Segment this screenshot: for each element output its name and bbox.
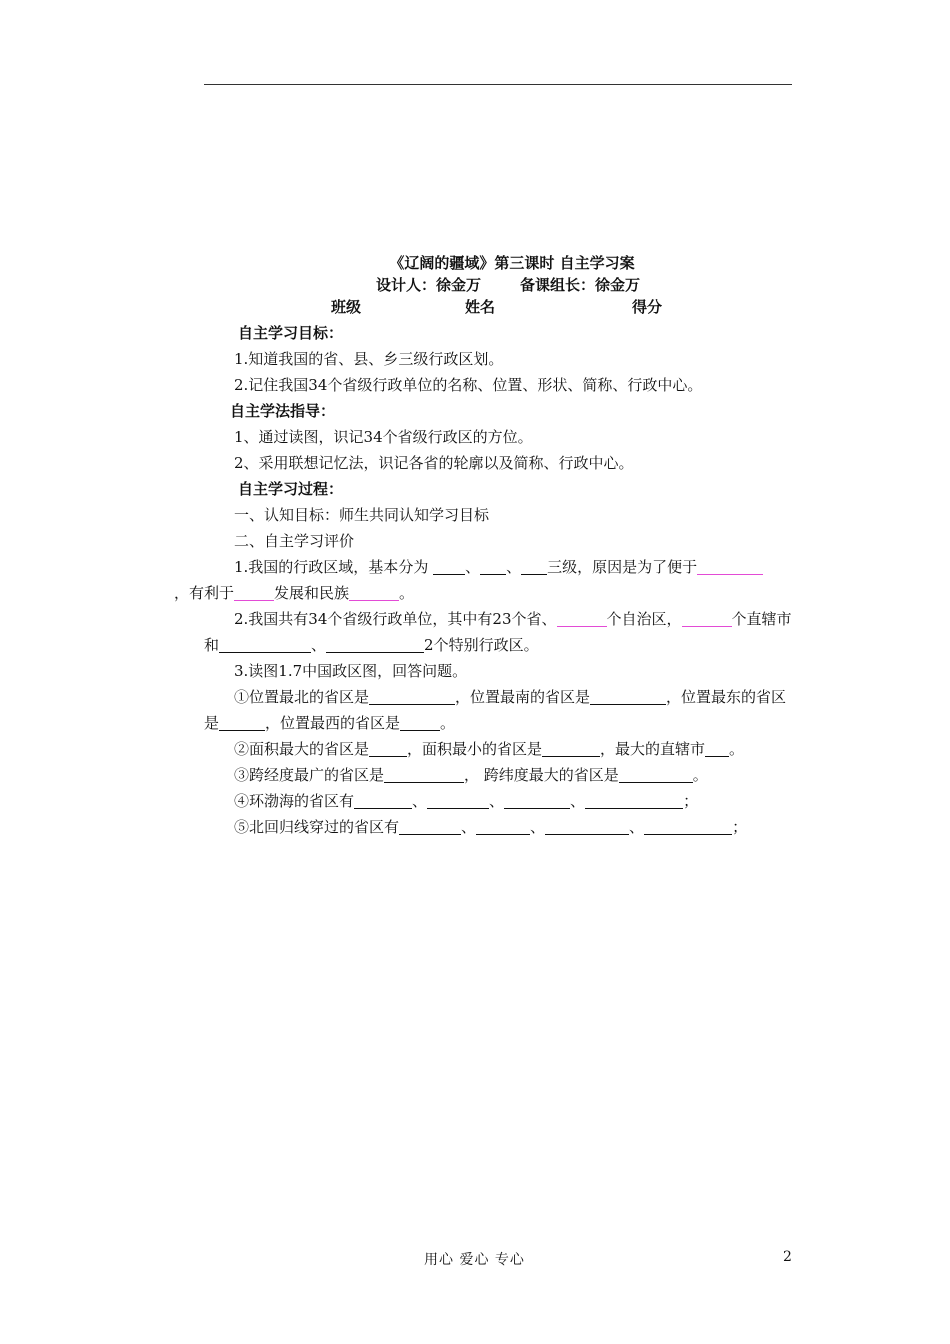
question-1: 1.我国的行政区域，基本分为 、 、 三级，原因是为了便于 ，有利于 发展和民族 。	[204, 554, 796, 606]
answer-blank[interactable]	[354, 792, 412, 809]
document-title: 《辽阔的疆域》第三课时 自主学习案	[389, 254, 635, 272]
process-heading: 自主学习过程：	[238, 480, 344, 498]
name-label: 姓名	[465, 298, 496, 316]
question-3-sub-4: ④环渤海的省区有 、 、 、 ；	[234, 792, 699, 810]
answer-blank[interactable]	[521, 558, 547, 575]
designer-label: 设计人：徐金万	[376, 276, 482, 294]
answer-blank[interactable]	[504, 792, 570, 809]
header-rule	[204, 84, 792, 85]
goal-item: 1.知道我国的省、县、乡三级行政区划。	[234, 350, 504, 368]
answer-blank[interactable]	[705, 740, 729, 757]
question-3-intro: 3.读图1.7中国政区图，回答问题。	[234, 662, 468, 680]
answer-blank[interactable]	[326, 636, 424, 653]
goals-heading: 自主学习目标：	[238, 324, 344, 342]
answer-blank[interactable]	[433, 558, 465, 575]
answer-blank[interactable]	[400, 714, 440, 731]
score-label: 得分	[632, 298, 663, 316]
student-info-line	[204, 296, 796, 318]
answer-blank[interactable]	[557, 610, 607, 627]
answer-blank[interactable]	[219, 714, 265, 731]
group-leader-label: 备课组长：徐金万	[520, 276, 641, 294]
process-step: 一、认知目标：师生共同认知学习目标	[234, 506, 490, 524]
answer-blank[interactable]	[234, 584, 274, 601]
answer-blank[interactable]	[369, 688, 455, 705]
answer-blank[interactable]	[545, 818, 629, 835]
answer-blank[interactable]	[644, 818, 732, 835]
question-3-sub-2: ②面积最大的省区是 ，面积最小的省区是 ，最大的直辖市 。	[234, 740, 745, 758]
footer-motto: 用心 爱心 专心	[424, 1252, 525, 1268]
class-label: 班级	[331, 298, 362, 316]
answer-blank[interactable]	[619, 766, 693, 783]
answer-blank[interactable]	[585, 792, 683, 809]
answer-blank[interactable]	[682, 610, 732, 627]
question-3-sub-3: ③跨经度最广的省区是 ， 跨纬度最大的省区是 。	[234, 766, 708, 784]
document-body	[174, 252, 796, 840]
answer-blank[interactable]	[590, 688, 666, 705]
answer-blank[interactable]	[697, 558, 763, 575]
answer-blank[interactable]	[219, 636, 311, 653]
question-3-sub-5: ⑤北回归线穿过的省区有 、 、 、 ；	[234, 818, 748, 836]
goal-item: 2.记住我国34个省级行政单位的名称、位置、形状、简称、行政中心。	[234, 376, 703, 394]
answer-blank[interactable]	[476, 818, 530, 835]
answer-blank[interactable]	[542, 740, 600, 757]
answer-blank[interactable]	[427, 792, 489, 809]
question-2: 2.我国共有34个省级行政单位，其中有23个省、 个自治区， 个直辖市和 、 2个特别行政区。	[204, 610, 792, 654]
question-3-sub-1: ①位置最北的省区是 ，位置最南的省区是 ，位置最东的省区是 ，位置最西的省区是 。	[204, 688, 787, 732]
method-item: 2、采用联想记忆法，识记各省的轮廓以及简称、行政中心。	[234, 454, 634, 472]
answer-blank[interactable]	[369, 740, 407, 757]
answer-blank[interactable]	[480, 558, 506, 575]
author-line	[204, 274, 796, 296]
method-heading: 自主学法指导：	[230, 402, 336, 420]
method-item: 1、通过读图，识记34个省级行政区的方位。	[234, 428, 533, 446]
answer-blank[interactable]	[349, 584, 399, 601]
answer-blank[interactable]	[399, 818, 461, 835]
answer-blank[interactable]	[384, 766, 464, 783]
process-step: 二、自主学习评价	[234, 532, 355, 550]
page-number: 2	[783, 1249, 792, 1265]
